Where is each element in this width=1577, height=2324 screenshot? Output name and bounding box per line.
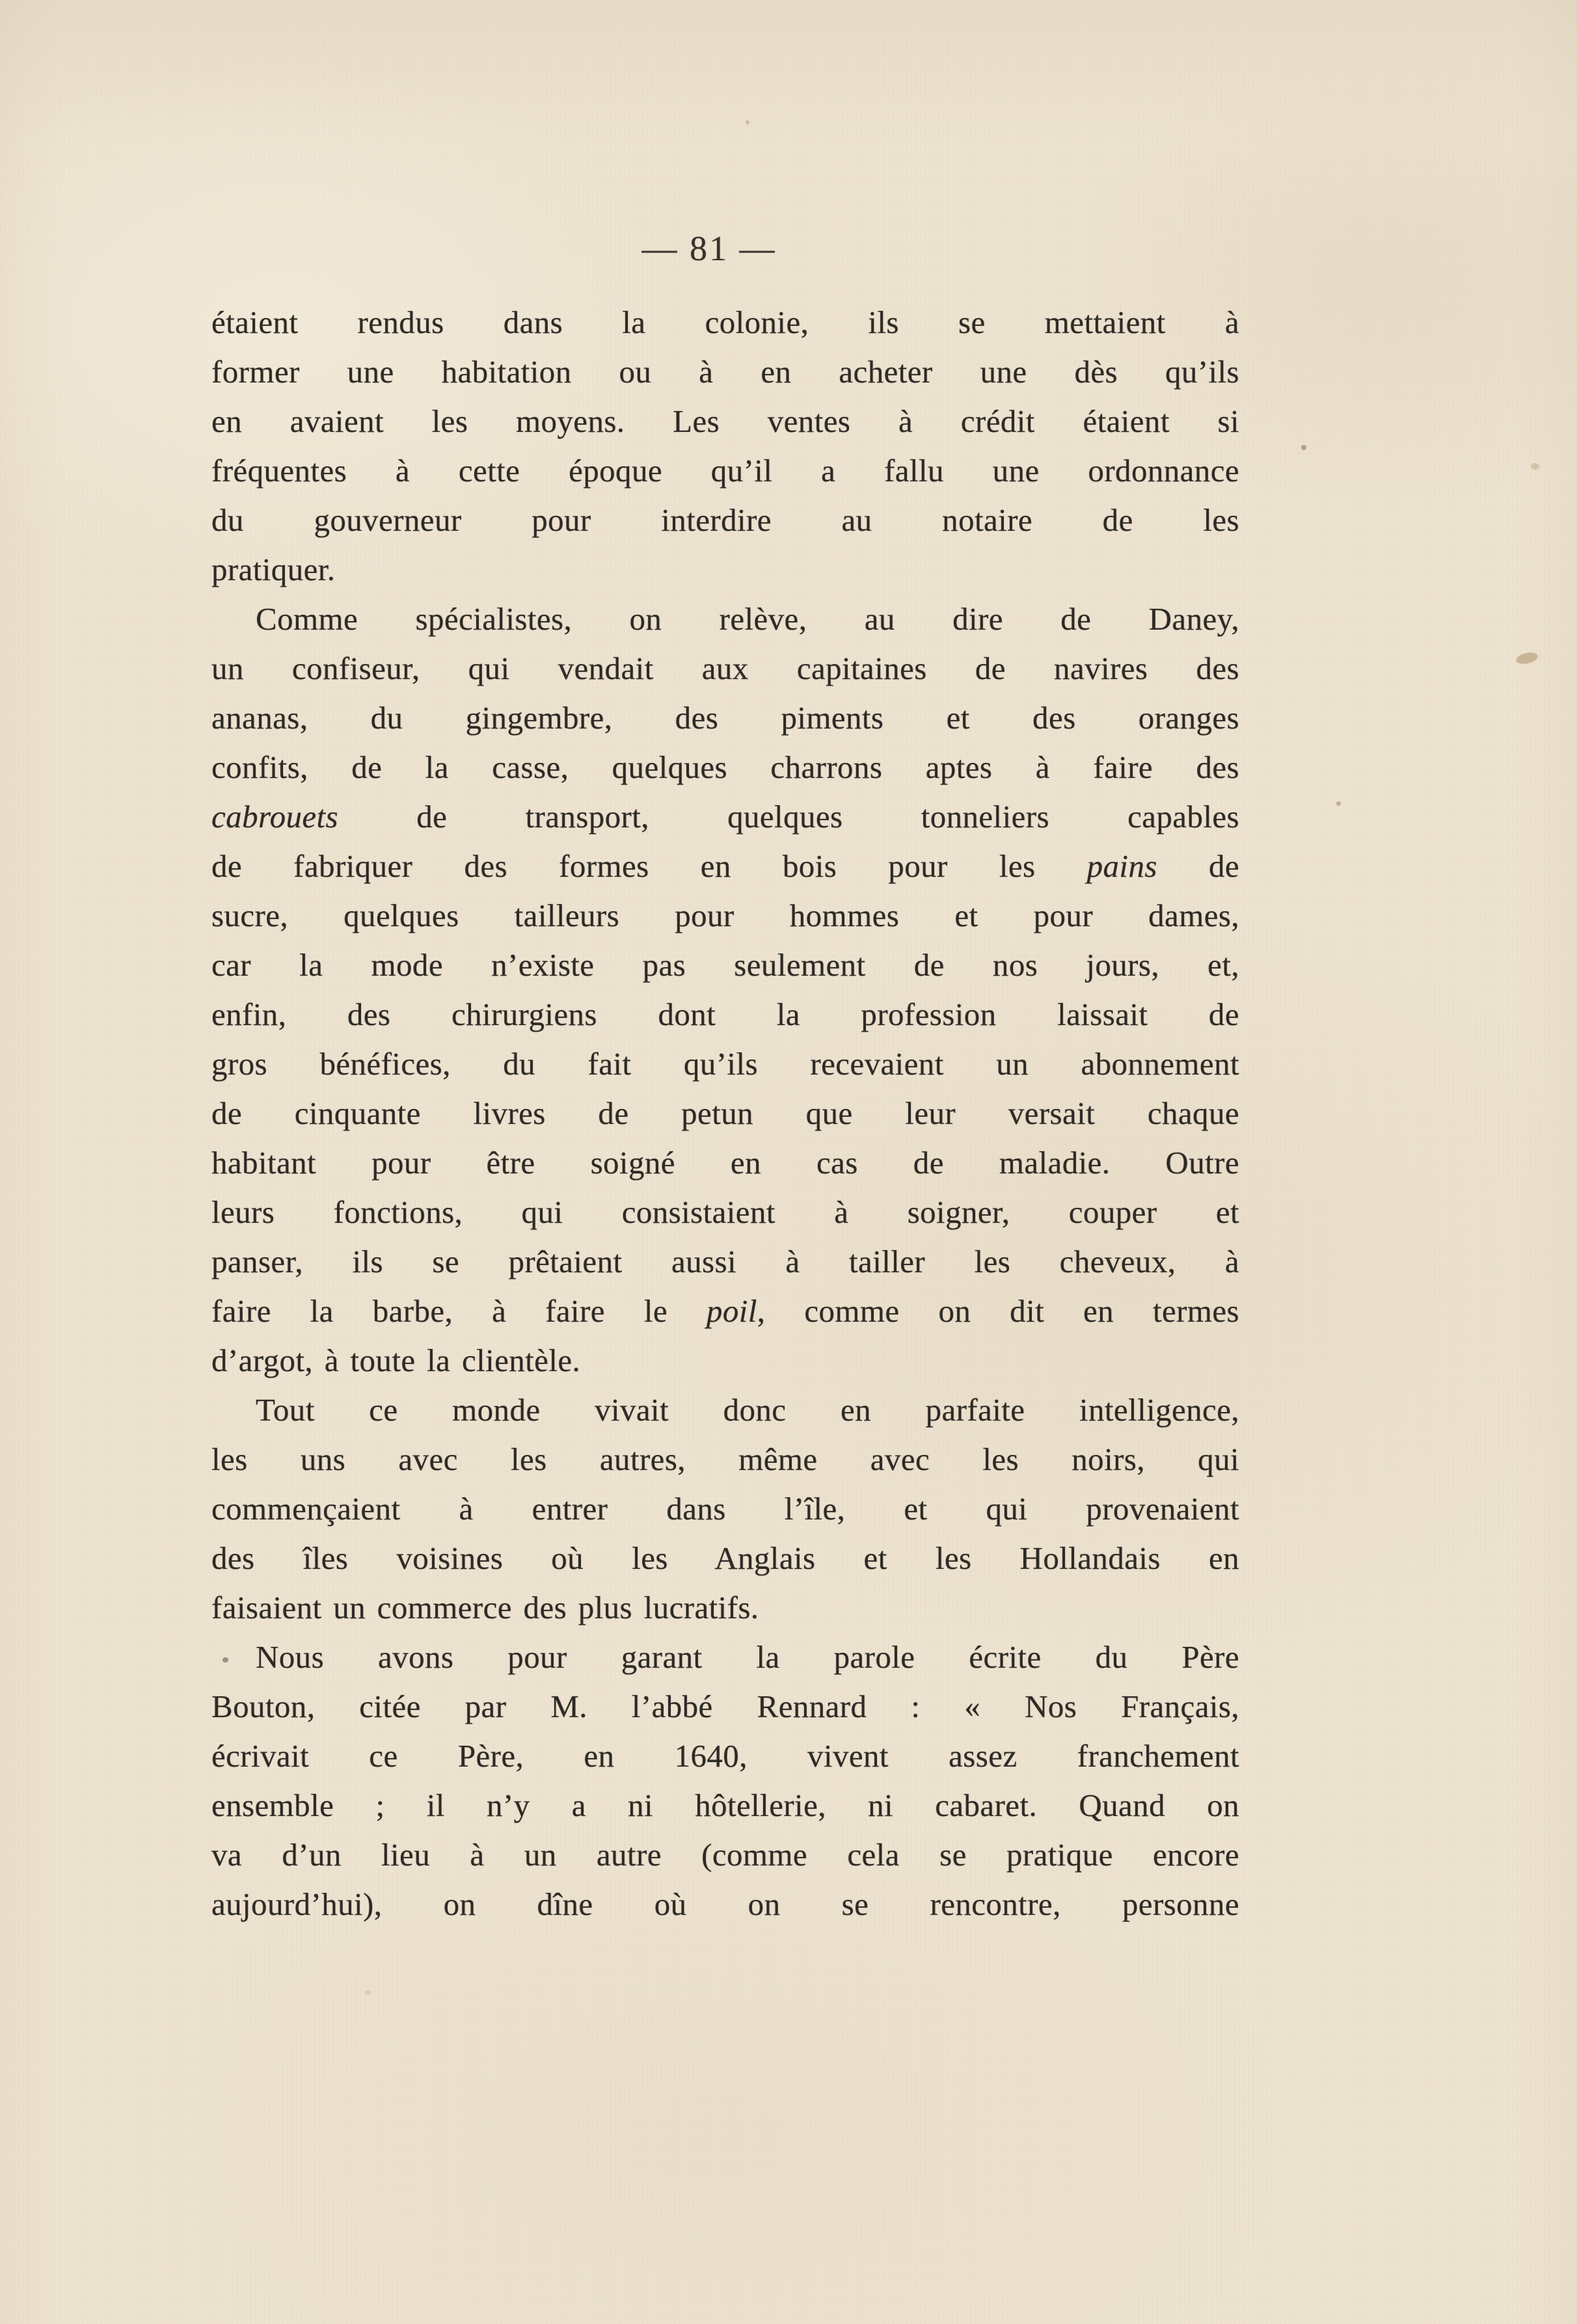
text-segment: Nous avons pour garant la parole écrite du Père <box>256 1639 1239 1675</box>
text-line <box>211 1781 1239 1830</box>
text-line <box>211 446 1239 496</box>
text-line <box>211 842 1239 891</box>
text-segment: de fabriquer des formes en bois pour les <box>211 848 1087 884</box>
text-segment: habitant pour être soigné en cas de maladie. Outre <box>211 1145 1239 1181</box>
text-line <box>211 496 1239 545</box>
text-line <box>211 693 1239 743</box>
ink-speck <box>1515 651 1539 666</box>
text-line <box>211 298 1239 347</box>
italic-term: pains <box>1086 848 1157 884</box>
text-segment: en avaient les moyens. Les ventes à crédit étaient si <box>211 403 1239 439</box>
italic-term: cabrouets <box>211 799 339 835</box>
text-line <box>211 1484 1239 1534</box>
text-line <box>211 1534 1239 1583</box>
text-line <box>211 397 1239 446</box>
text-line <box>211 594 1239 644</box>
text-segment: car la mode n’existe pas seulement de nos jours, et, <box>211 947 1239 983</box>
text-line <box>211 1830 1239 1880</box>
text-segment: de <box>1157 848 1239 884</box>
text-segment: ensemble ; il n’y a ni hôtellerie, ni cabaret. Quand on <box>211 1787 1239 1823</box>
ink-speck <box>364 1990 371 1995</box>
text-segment: faisaient un commerce des plus lucratifs. <box>211 1590 759 1625</box>
text-segment: de transport, quelques tonneliers capables <box>338 799 1239 835</box>
ink-speck <box>1301 445 1306 450</box>
text-line <box>211 1880 1239 1929</box>
ink-speck <box>1531 463 1539 470</box>
text-segment: aujourd’hui), on dîne où on se rencontre, personne <box>211 1886 1239 1922</box>
text-segment: former une habitation ou à en acheter une dès qu’ils <box>211 354 1239 390</box>
text-line <box>211 1287 1239 1336</box>
italic-term: poil <box>706 1293 757 1329</box>
ink-speck <box>1336 801 1341 806</box>
text-segment: pratiquer. <box>211 552 336 587</box>
text-line <box>211 644 1239 693</box>
text-line <box>211 792 1239 842</box>
text-segment: leurs fonctions, qui consistaient à soigner, couper et <box>211 1194 1239 1230</box>
text-line <box>211 1435 1239 1484</box>
text-segment: gros bénéfices, du fait qu’ils recevaient un abonnement <box>211 1046 1239 1082</box>
text-segment: va d’un lieu à un autre (comme cela se pratique encore <box>211 1837 1239 1873</box>
text-line <box>211 1089 1239 1138</box>
text-line <box>211 1633 1239 1682</box>
text-line <box>211 1237 1239 1287</box>
text-line <box>211 990 1239 1039</box>
text-line <box>211 1138 1239 1188</box>
text-line <box>211 891 1239 941</box>
text-block <box>211 298 1239 1929</box>
text-segment: Bouton, citée par M. l’abbé Rennard : « Nos Français, <box>211 1689 1239 1724</box>
text-line <box>211 1731 1239 1781</box>
text-segment: sucre, quelques tailleurs pour hommes et pour dames, <box>211 898 1239 933</box>
text-segment: panser, ils se prêtaient aussi à tailler les cheveux, à <box>211 1244 1239 1279</box>
ink-speck <box>222 1657 228 1663</box>
text-segment: du gouverneur pour interdire au notaire de les <box>211 502 1239 538</box>
text-segment: d’argot, à toute la clientèle. <box>211 1342 581 1378</box>
text-segment: écrivait ce Père, en 1640, vivent assez franchement <box>211 1738 1239 1774</box>
text-line <box>211 1188 1239 1237</box>
text-segment: faire la barbe, à faire le <box>211 1293 707 1329</box>
text-line <box>211 1039 1239 1089</box>
text-segment: fréquentes à cette époque qu’il a fallu une ordonnance <box>211 453 1239 488</box>
text-segment: un confiseur, qui vendait aux capitaines de navires des <box>211 650 1239 686</box>
text-segment: Comme spécialistes, on relève, au dire de Daney, <box>256 601 1239 637</box>
text-line <box>211 1682 1239 1731</box>
text-line <box>211 1336 1239 1385</box>
text-segment: ananas, du gingembre, des piments et des oranges <box>211 700 1239 736</box>
text-segment: enfin, des chirurgiens dont la profession laissait de <box>211 996 1239 1032</box>
text-line <box>211 545 1239 594</box>
text-segment: confits, de la casse, quelques charrons aptes à faire des <box>211 749 1239 785</box>
text-line <box>211 347 1239 397</box>
text-segment: , comme on dit en termes <box>757 1293 1239 1329</box>
text-line <box>211 1583 1239 1633</box>
text-line <box>211 743 1239 792</box>
text-segment: des îles voisines où les Anglais et les Hollandais en <box>211 1540 1239 1576</box>
text-line <box>211 941 1239 990</box>
text-segment: Tout ce monde vivait donc en parfaite intelligence, <box>256 1392 1239 1428</box>
text-line <box>211 1385 1239 1435</box>
text-segment: étaient rendus dans la colonie, ils se mettaient à <box>211 304 1239 340</box>
ink-speck <box>746 120 749 124</box>
text-segment: les uns avec les autres, même avec les noirs, qui <box>211 1441 1239 1477</box>
text-segment: commençaient à entrer dans l’île, et qui provenaient <box>211 1491 1239 1527</box>
text-segment: de cinquante livres de petun que leur versait chaque <box>211 1095 1239 1131</box>
page-number: — 81 — <box>641 229 777 268</box>
